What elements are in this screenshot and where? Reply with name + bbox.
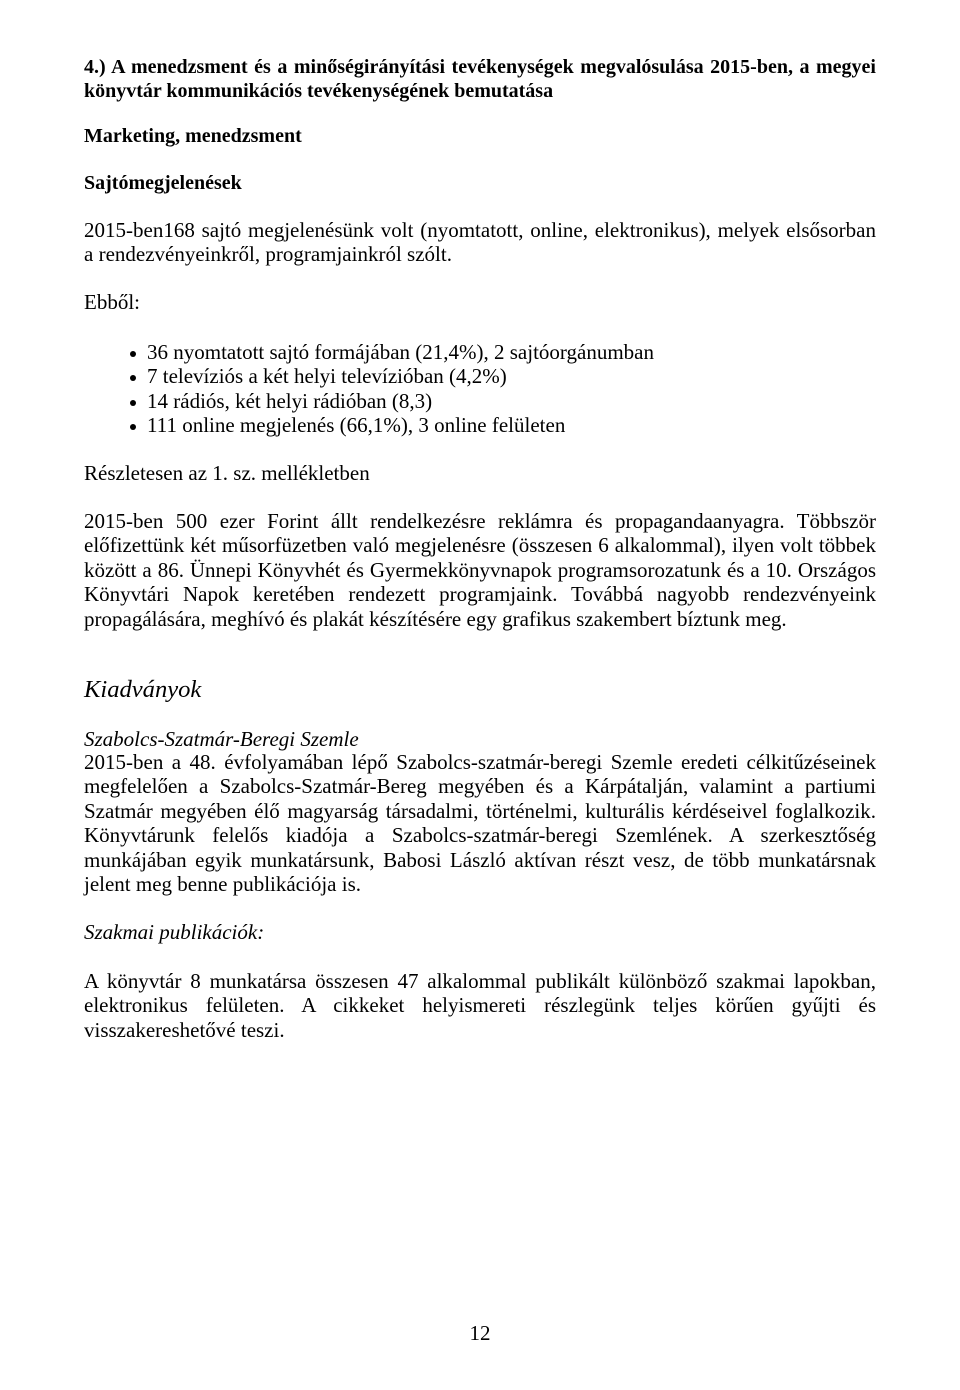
breakdown-label: Ebből:	[84, 290, 140, 314]
bullet-icon	[130, 375, 136, 381]
list-item	[84, 340, 876, 364]
press-intro-paragraph: 2015-ben168 sajtó megjelenésünk volt (nyomtatott, online, elektronikus), melyek elsősorban a rendezvényeinkről, programjainkról szólt.	[84, 218, 876, 267]
professional-publications-title: Szakmai publikációk:	[84, 920, 265, 944]
list-item-text: 14 rádiós, két helyi rádióban (8,3)	[147, 388, 433, 413]
professional-publications-paragraph: A könyvtár 8 munkatársa összesen 47 alkalommal publikált különböző szakmai lapokban, elektronikus felületen. A cikkeket helyismereti részlegünk teljes körűen gyűjti és visszakereshetővé teszi.	[84, 969, 876, 1042]
bullet-icon	[130, 424, 136, 430]
list-item-text: 7 televíziós a két helyi televízióban (4,2%)	[147, 364, 507, 389]
list-item	[84, 364, 876, 388]
list-item	[84, 389, 876, 413]
journal-paragraph: 2015-ben a 48. évfolyamában lépő Szabolcs-szatmár-beregi Szemle eredeti célkitűzéseinek megfelelően a Szabolcs-Szatmár-Bereg megyében és a Kárpátalján, valamint a partiumi Szatmár megyében élő magyarság társadalmi, történelmi, kulturális kérdéseivel foglalkozik. Könyvtárunk felelős kiadója a Szabolcs-szatmár-beregi Szemlének. A szerkesztőség munkájában egyik munkatársunk, Babosi László aktívan részt vesz, de több munkatársnak jelent meg benne publikációja is.	[84, 750, 876, 897]
breakdown-list	[84, 340, 876, 438]
press-title: Sajtómegjelenések	[84, 172, 242, 194]
journal-title: Szabolcs-Szatmár-Beregi Szemle	[84, 727, 359, 751]
budget-paragraph: 2015-ben 500 ezer Forint állt rendelkezésre reklámra és propagandaanyagra. Többször előfizettünk két műsorfüzetben való megjelenésre (összesen 6 alkalommal), ilyen volt többek között a 86. Ünnepi Könyvhét és Gyermekkönyvnapok programsorozatunk és a 10. Országos Könyvtári Napok keretében rendezett programjaink. Továbbá nagyobb rendezvényeink propagálására, meghívó és plakát készítésére egy grafikus szakembert bíztunk meg.	[84, 509, 876, 631]
section-title: 4.) A menedzsment és a minőségirányítási tevékenységek megvalósulása 2015-ben, a megyei könyvtár kommunikációs tevékenységének bemutatása	[84, 56, 876, 103]
details-note: Részletesen az 1. sz. mellékletben	[84, 461, 370, 485]
list-item-text: 36 nyomtatott sajtó formájában (21,4%), 2 sajtóorgánumban	[147, 340, 655, 364]
subsection-title: Marketing, menedzsment	[84, 125, 302, 147]
bullet-icon	[130, 400, 136, 406]
list-item-text: 111 online megjelenés (66,1%), 3 online felületen	[147, 413, 566, 438]
page-number: 12	[469, 1321, 491, 1345]
publications-title: Kiadványok	[84, 676, 202, 703]
bullet-icon	[130, 351, 136, 357]
list-item	[84, 413, 876, 437]
